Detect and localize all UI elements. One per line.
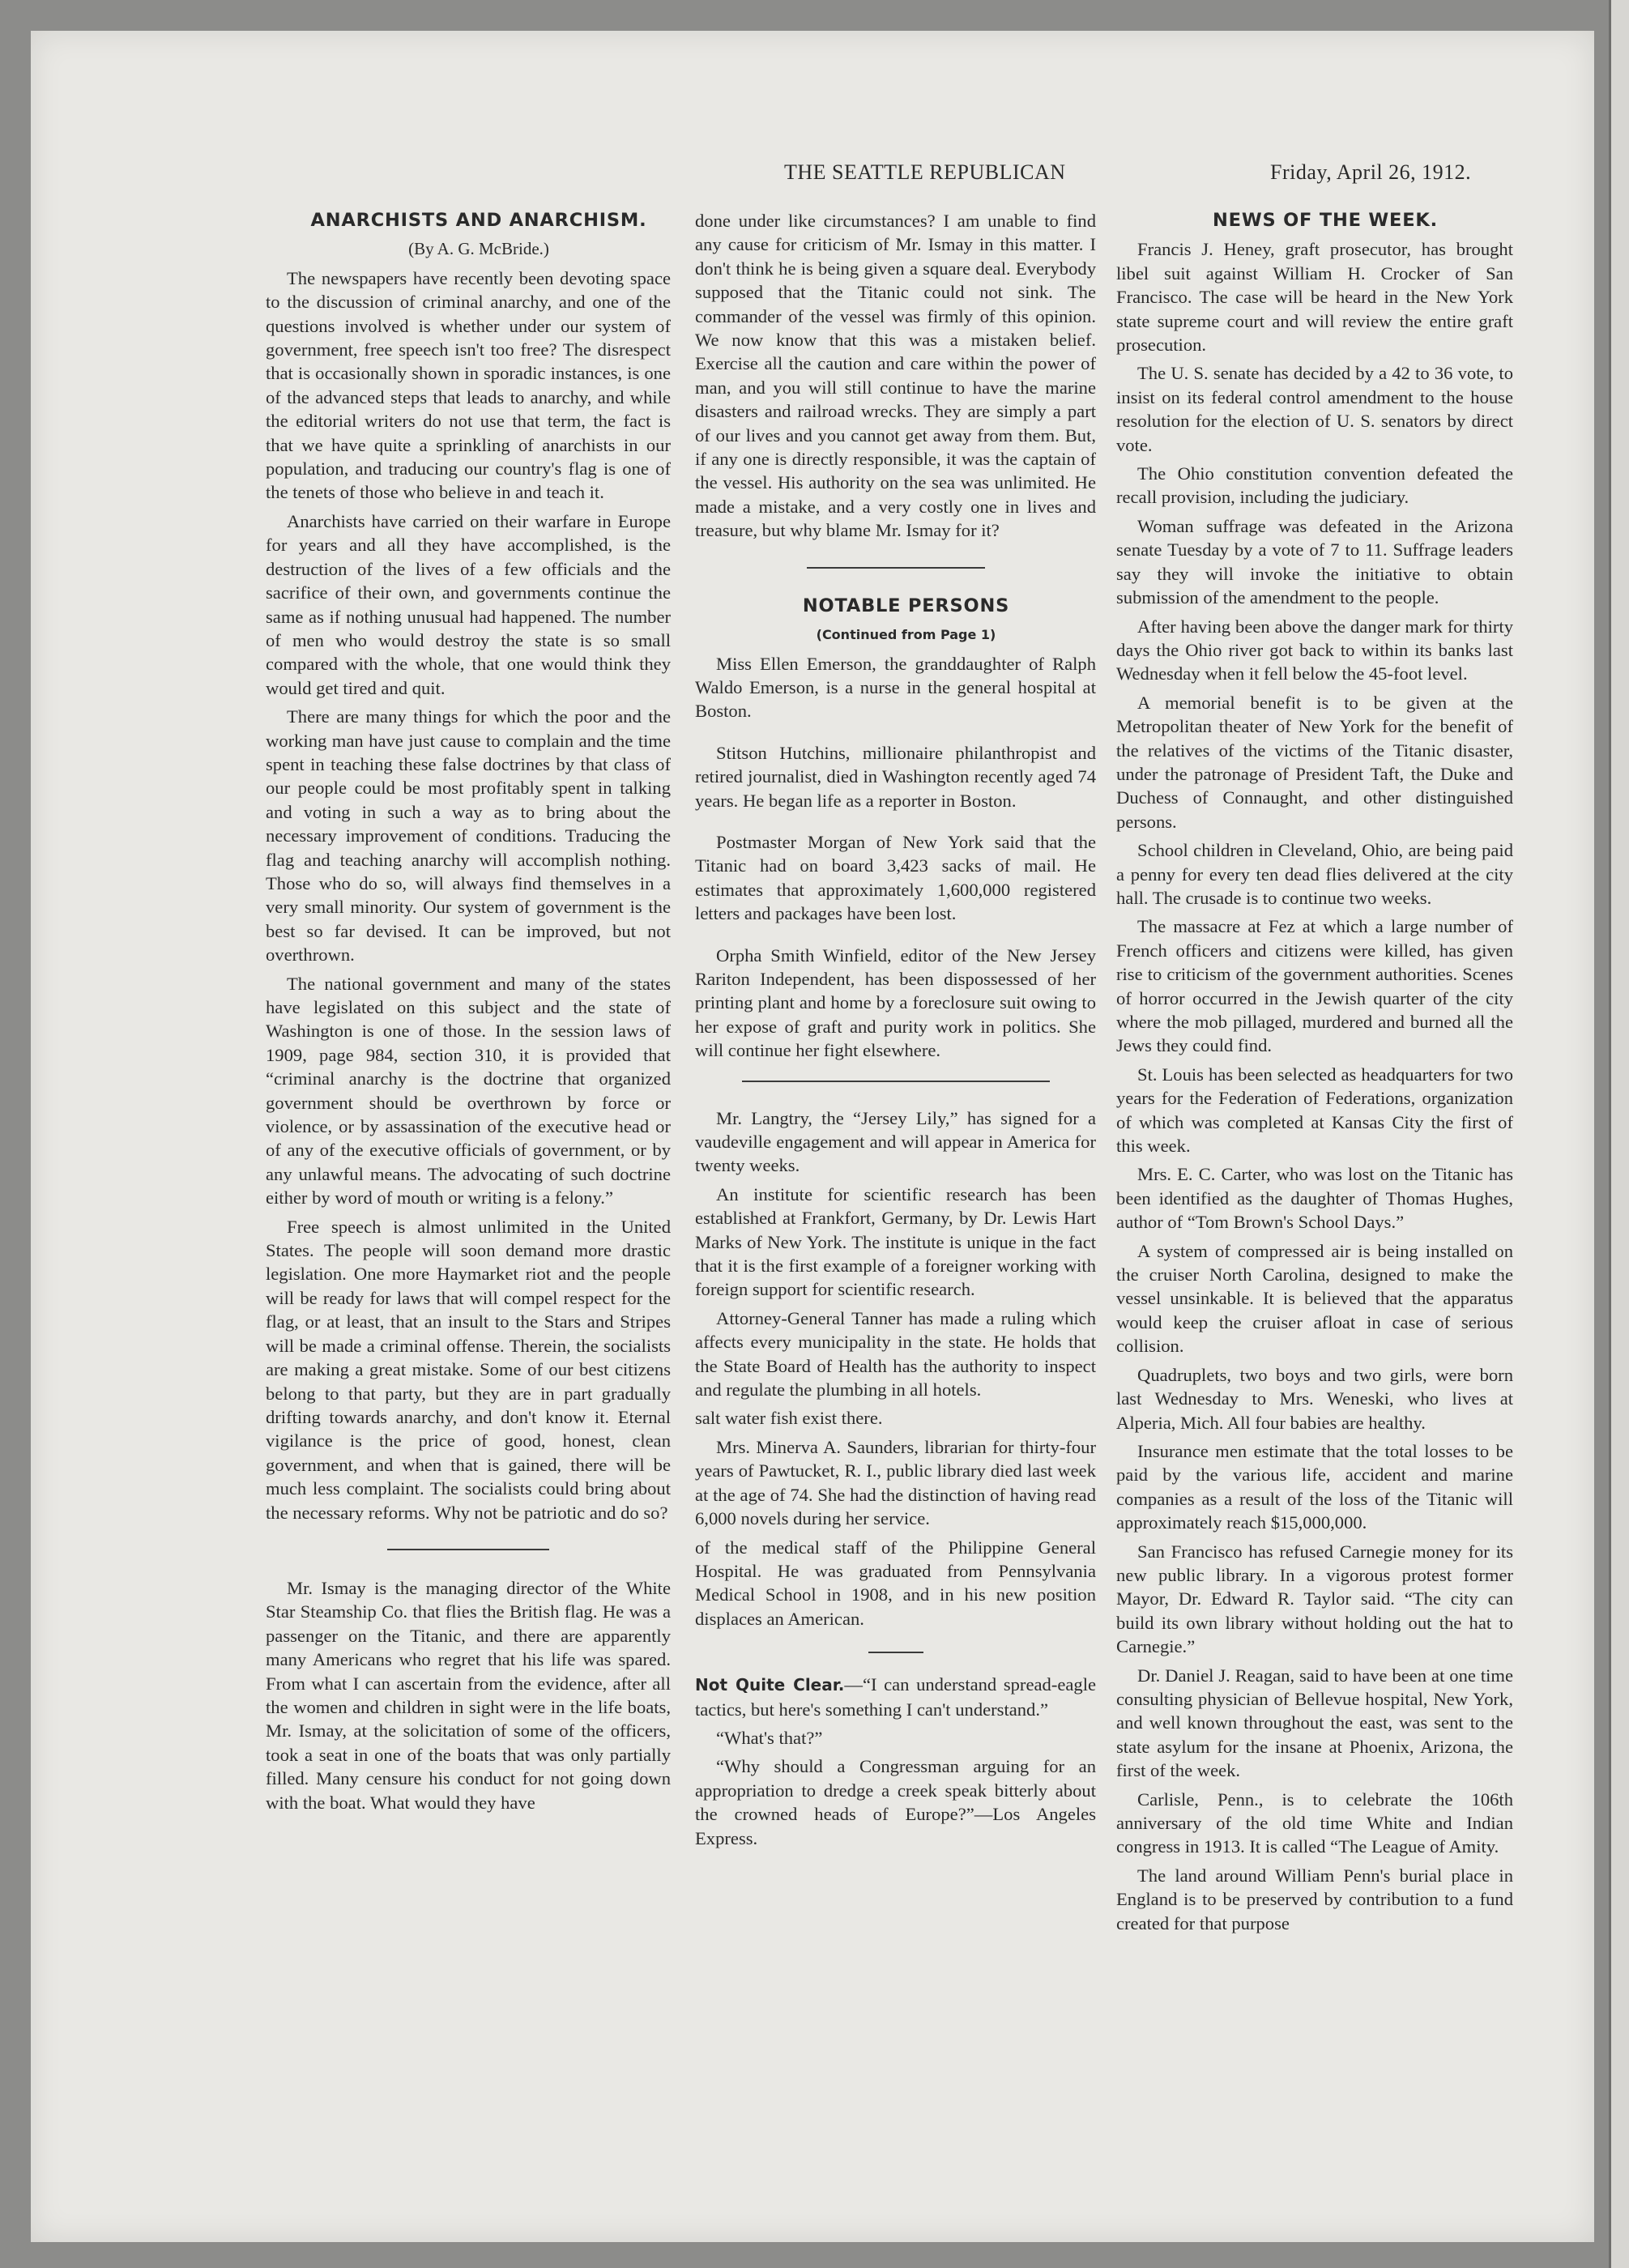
article-paragraph: There are many things for which the poor and the working man have just cause to complain and the time spent in teaching these false doctrines by that class of our people could be most profitably spent in talking and voting in such a way as to bring about the necessary improvement of conditions. Traducing the flag and teaching anarchy will accomplish nothing. Those who do so, will always find themselves in a very small minority. Our system of government is the best so far devised. It can be improved, but not overthrown. xyxy=(266,706,671,966)
section-divider xyxy=(742,1081,1050,1082)
issue-date: Friday, April 26, 1912. xyxy=(1270,160,1472,184)
news-item: A memorial benefit is to be given at the Metropolitan theater of New York for the benefit of the relatives of the victims of the Titanic disaster, under the patronage of President Taft, the Duke and Duchess of Connaught, and other distinguished persons. xyxy=(1116,692,1513,832)
notable-item: Orpha Smith Winfield, editor of the New Jersey Rariton Independent, has been dispossessed of her printing plant and home by a foreclosure suit owing to her expose of graft and purity work in politics. She will continue her fight elsewhere. xyxy=(695,944,1096,1061)
news-item: Mrs. E. C. Carter, who was lost on the Titanic has been identified as the daughter of Thomas Hughes, author of “Tom Brown's School Days.” xyxy=(1116,1164,1513,1233)
notable-item: Postmaster Morgan of New York said that the Titanic had on board 3,423 sacks of mail. He estimates that approximately 1,600,000 registered letters and packages have been lost. xyxy=(695,831,1096,924)
section-divider xyxy=(807,567,985,569)
news-item: The land around William Penn's burial place in England is to be preserved by contribution to a fund created for that purpose xyxy=(1116,1865,1513,1933)
news-item: St. Louis has been selected as headquarters for two years for the Federation of Federations, organization of which was completed at Kansas City the first of this week. xyxy=(1116,1064,1513,1157)
news-item: The massacre at Fez at which a large number of French officers and citizens were killed, has given rise to criticism of the government authorities. Scenes of horror occurred in the Jewish quarter of the city where the mob pillaged, murdered and burned all the Jews they could find. xyxy=(1116,916,1513,1056)
notable-persons-heading: NOTABLE PERSONS xyxy=(802,595,1010,616)
notable-item: Mr. Langtry, the “Jersey Lily,” has signed for a vaudeville engagement and will appear in America for twenty weeks. xyxy=(695,1107,1096,1176)
news-item: After having been above the danger mark for thirty days the Ohio river got back to within its banks last Wednesday when it fell below the 45-foot level. xyxy=(1116,616,1513,684)
notable-item: Miss Ellen Emerson, the granddaughter of Ralph Waldo Emerson, is a nurse in the general hospital at Boston. xyxy=(695,653,1096,722)
news-item: Quadruplets, two boys and two girls, were born last Wednesday to Mrs. Weneski, who lives at Alperia, Mich. All four babies are healthy. xyxy=(1116,1364,1513,1433)
article-paragraph-ismay-continued: done under like circumstances? I am unable to find any cause for criticism of Mr. Ismay in this matter. I don't think he is being given a square deal. Everybody supposed that the Titanic could not sink. The commander of the vessel was firmly of this opinion. We now know that this was a mistaken belief. Exercise all the caution and care within the power of man, and you will still continue to have the marine disasters and railroad wrecks. They are simply a part of our lives and you cannot get away from them. But, if any one is directly responsible, it was the captain of the vessel. His authority on the sea was unlimited. He made a mistake, and a very costly one in lives and treasure, but why blame Mr. Ismay for it? xyxy=(695,211,1096,541)
notable-item-fragment: of the medical staff of the Philippine General Hospital. He was graduated from Pennsylvania Medical School in 1908, and in his new position displaces an American. xyxy=(695,1537,1096,1629)
notable-item-fragment: salt water fish exist there. xyxy=(695,1408,883,1429)
news-item: Carlisle, Penn., is to celebrate the 106th anniversary of the old time White and Indian congress in 1913. It is called “The League of Amity. xyxy=(1116,1788,1513,1857)
article-paragraph: The national government and many of the states have legislated on this subject and the state of Washington is one of those. In the session laws of 1909, page 984, section 310, it is provided that “criminal anarchy is the doctrine that organized government should be overthrown by force or violence, or by assassination of the executive head or of any of the executive officials of government, or by any unlawful means. The advocating of such doctrine either by word of mouth or writing is a felony.” xyxy=(266,973,671,1209)
news-item: The Ohio constitution convention defeated the recall provision, including the judiciary. xyxy=(1116,463,1513,508)
news-item: A system of compressed air is being installed on the cruiser North Carolina, designed to make the vessel unsinkable. It is believed that the apparatus would keep the cruiser afloat in case of serious collision. xyxy=(1116,1240,1513,1357)
joke-line: “Why should a Congressman arguing for an appropriation to dredge a creek speak bitterly about the crowned heads of Europe?”—Los Angeles Express. xyxy=(695,1756,1096,1848)
article-heading-anarchism: ANARCHISTS AND ANARCHISM. xyxy=(310,210,647,231)
column-left xyxy=(266,209,671,1819)
adjacent-page-edge xyxy=(1609,0,1629,2268)
joke-paragraph xyxy=(695,1673,1096,1721)
news-item: Woman suffrage was defeated in the Arizona senate Tuesday by a vote of 7 to 11. Suffrage leaders say they will invoke the initiative to obtain submission of the amendment to the people. xyxy=(1116,515,1513,608)
article-paragraph-ismay: Mr. Ismay is the managing director of the White Star Steamship Co. that flies the British flag. He was a passenger on the Titanic, and there are apparently many Americans who regret that his life was spared. From what I can ascertain from the evidence, after all the women and children in sight were in the life boats, Mr. Ismay, at the solicitation of some of the officers, took a seat in one of the boats that was only partially filled. Many censure his conduct for not going down with the boat. What would they have xyxy=(266,1577,671,1813)
notable-item: Mrs. Minerva A. Saunders, librarian for thirty-four years of Pawtucket, R. I., public library died last week at the age of 74. She had the distinction of having read 6,000 novels during her service. xyxy=(695,1436,1096,1529)
news-item: School children in Cleveland, Ohio, are being paid a penny for every ten dead flies delivered at the city hall. The crusade is to continue two weeks. xyxy=(1116,840,1513,908)
newspaper-page xyxy=(31,31,1594,2242)
section-divider xyxy=(387,1549,549,1550)
column-middle xyxy=(695,209,1096,1855)
section-divider xyxy=(868,1652,923,1653)
notable-item: Attorney-General Tanner has made a ruling which affects every municipality in the state. He holds that the State Board of Health has the authority to inspect and regulate the plumbing in all hotels. xyxy=(695,1307,1096,1400)
newspaper-name: THE SEATTLE REPUBLICAN xyxy=(784,160,1066,184)
article-paragraph: The newspapers have recently been devoting space to the discussion of criminal anarchy, and one of the questions involved is whether under our system of government, free speech isn't too free? The disrespect that is occasionally shown in sporadic instances, is one of the advanced steps that leads to anarchy, and while the editorial writers do not use that term, the fact is that we have quite a sprinkling of anarchists in our population, and traducing our country's flag is one of the tenets of those who believe in and teach it. xyxy=(266,267,671,503)
news-item: Insurance men estimate that the total losses to be paid by the various life, accident and marine companies as a result of the loss of the Titanic will approximately reach $15,000,000. xyxy=(1116,1440,1513,1533)
continued-note: (Continued from Page 1) xyxy=(816,627,996,643)
article-byline: (By A. G. McBride.) xyxy=(408,239,549,259)
news-of-the-week-heading: NEWS OF THE WEEK. xyxy=(1213,210,1438,231)
notable-item: Stitson Hutchins, millionaire philanthropist and retired journalist, died in Washington recently aged 74 years. He began life as a reporter in Boston. xyxy=(695,742,1096,811)
joke-title: Not Quite Clear. xyxy=(695,1675,845,1695)
joke-line: —“I can understand spread-eagle tactics, but here's something I can't understand.” xyxy=(695,1674,1096,1720)
news-item: The U. S. senate has decided by a 42 to 36 vote, to insist on its federal control amendment to the house resolution for the election of U. S. senators by direct vote. xyxy=(1116,363,1513,455)
news-item: Francis J. Heney, graft prosecutor, has brought libel suit against William H. Crocker of San Francisco. The case will be heard in the New York state supreme court and will review the entire graft prosecution. xyxy=(1116,239,1513,356)
column-right xyxy=(1116,209,1513,1940)
news-item: San Francisco has refused Carnegie money for its new public library. In a vigorous protest former Mayor, Dr. Edward R. Taylor said. “The city can build its own library without holding out the hat to Carnegie.” xyxy=(1116,1541,1513,1657)
joke-line: “What's that?” xyxy=(716,1727,823,1748)
notable-item: An institute for scientific research has been established at Frankfort, Germany, by Dr. Lewis Hart Marks of New York. The institute is unique in the fact that it is the first example of a foreigner working with foreign support for scientific research. xyxy=(695,1183,1096,1300)
article-paragraph: Anarchists have carried on their warfare in Europe for years and all they have accomplished, is the destruction of the lives of a few officials and the sacrifice of their own, and governments continue the same as if nothing unusual had happened. The number of men who would destroy the state is so small compared with the whole, that one would think they would get tired and quit. xyxy=(266,510,671,698)
article-paragraph: Free speech is almost unlimited in the United States. The people will soon demand more drastic legislation. One more Haymarket riot and the people will be ready for laws that will compel respect for the flag, or at least, that an insult to the Stars and Stripes will be made a criminal offense. Therein, the socialists are making a great mistake. Some of our best citizens belong to that party, but they are in part gradually drifting towards anarchy, and don't know it. Eternal vigilance is the price of good, honest, clean government, and when that is gained, there will be much less complaint. The socialists could bring about the necessary reforms. Why not be patriotic and do so? xyxy=(266,1216,671,1523)
news-item: Dr. Daniel J. Reagan, said to have been at one time consulting physician of Bellevue hospital, New York, and well known throughout the east, was sent to the state asylum for the insane at Phoenix, Arizona, the first of the week. xyxy=(1116,1665,1513,1781)
